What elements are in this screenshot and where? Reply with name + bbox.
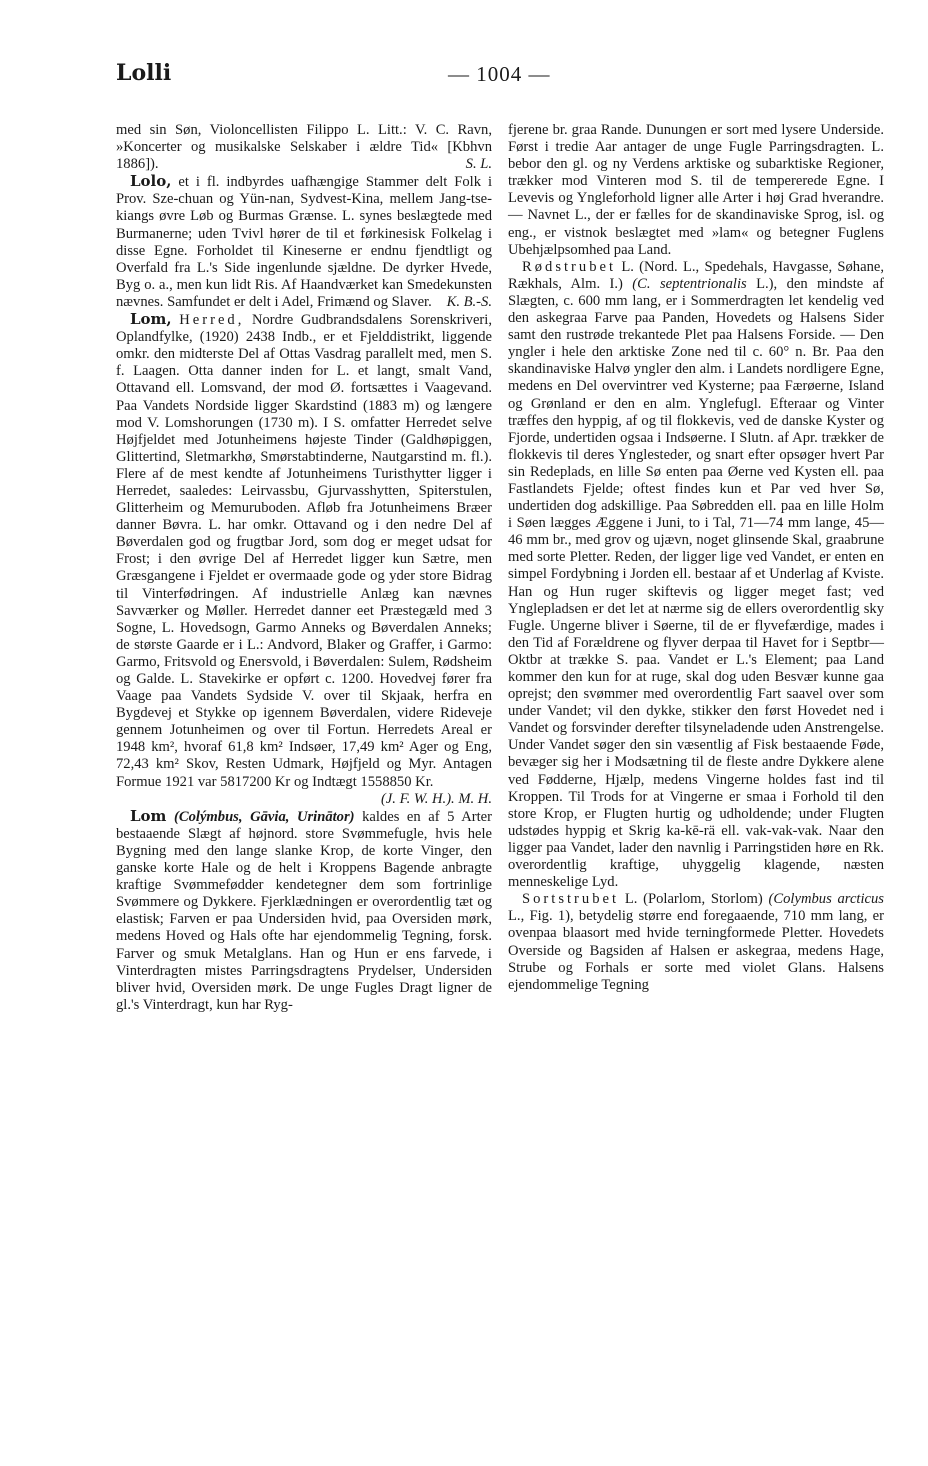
lemma-lolo: Lolo,	[130, 172, 172, 191]
entry-sortstrubet-lom	[508, 891, 884, 994]
entry-lom-herred	[116, 311, 492, 791]
entry-text: L. (Polarlom, Storlom)	[624, 891, 763, 908]
author-signature: K. B.-S.	[446, 293, 492, 310]
right-column	[508, 122, 884, 994]
entry-text: L., Fig. 1), betydelig større end foregaaende, 710 mm lang, er ovenpaa blaasort med hvide terningformede Pletter. Hovedets Overside og Bagsiden af Halsen er askegraa, medens Hage, Strube og Forhals er sorte med violet Glans. Halsens ejendommelige Tegning	[508, 908, 884, 993]
spaced-term: Herred,	[179, 312, 245, 329]
left-column	[116, 122, 492, 1014]
spaced-term: Rødstrubet	[522, 258, 617, 275]
spaced-term: Sortstrubet	[522, 891, 620, 908]
text-run: med sin Søn, Violoncellisten Filippo L. Litt.: V. C. Ravn, »Koncerter og musikalske Selskaber i ældre Tid« [Kbhvn 1886]).	[116, 122, 492, 173]
author-signature: S. L.	[465, 156, 492, 173]
author-signature-line: (J. F. W. H.). M. H.	[380, 790, 492, 807]
paragraph-continuation: fjerene br. graa Rande. Dunungen er sort med lysere Underside. Først i tredie Aar antager de unge Fugle Parringsdragten. L. bebor den gl. og ny Verdens arktiske og subarktiske Regioner, trækker mod Vinteren mod S. til de tempererede Egne. I Levevis og Yngleforhold ligner alle Arter i høj Grad hverandre. — Navnet L., der er fælles for de skandinaviske Sprog, isl. og eng., er vistnok beslægtet med »lam« og betegner Fuglens Ubehjælpsomhed paa Land.	[508, 122, 884, 258]
latin-name: (Colýmbus, Gāvia, Urinātor)	[174, 808, 355, 825]
entry-text: kaldes en af 5 Arter bestaaende Slægt af højnord. store Svømmefugle, hvis hele Bygning med den lange slanke Krop, de korte Vinger, den ganske korte Hale og de helt i Kroppens Bagende anbragte kraftige Svømmefødder kendetegner dem som fortrinlige Svømmere og Dykkere. Fjerklædningen er overordentlig tæt og elastisk; Farven er paa Undersiden hvid, paa Oversiden mørk, medens Hoved og Hals ofte har ejendommelig Tegning, forsk. Farver og smuk Metalglans. Han og Hun er ens farvede, i Vinterdragten mistes Parringsdragtens Prydelser, Undersiden bliver hvid, Oversiden mørk. De unge Fugles Dragt ligner de gl.'s Vinterdragt, kun har Ryg-	[116, 808, 492, 1013]
entry-lom-bird	[116, 808, 492, 1014]
lemma-lom: Lom	[130, 806, 167, 825]
page-number: — 1004 —	[448, 62, 551, 86]
entry-rodstrubet-lom	[508, 259, 884, 891]
latin-name: (C. septentrionalis	[632, 275, 747, 292]
entry-lolo	[116, 173, 492, 311]
entry-text: Nordre Gudbrandsdalens Sorenskriveri, Oplandfylke, (1920) 2438 Indb., er et Fjelddistrikt, liggende omkr. den midterste Del af Ottas Vasdrag parallelt med, men S. f. Laagen. Otta danner inden for L. et langt, smalt Vand, Ottavand ell. Lomsvand, der mod Ø. fortsættes i Vaagevand. Paa Vandets Nordside ligger Skardstind (1883 m) og længere mod V. Lomshorungen (1730 m). I S. omfatter Herredet selve Højfjeldet med Jotunheimens højeste Tinder (Galdhøpiggen, Glittertind, Sletmarkhø, Smørstabtinderne, Nautgarstind m. fl.). Flere af de mest kendte af Jotunheimens Turisthytter ligger i Herredet, saaledes: Leirvassbu, Gjurvasshytten, Spiterstulen, Glitterheim og Memuruboden. Afløb fra Jotunheimens Bræer danner Bøvra. L. har omkr. Ottavand og i den nedre Del af Bøverdalen god og frugtbar Jord, som dog er meget udsat for Frost; i den øvrige Del af Herredet ligger kun Sætre, men Græsgangene i Fjeldet er overmaade gode og yder store Bidrag til Vinterfødringen. Af industrielle Anlæg kan nævnes Savværker og Møller. Herredet danner eet Præstegæld med 3 Sogne, L. Hovedsogn, Garmo Anneks og Bøverdalen Anneks; de største Gaarde er i L.: Andvord, Blaker og Graffer, i Garmo: Garmo, Fritsvold og Enersvold, i Bøverdalen: Sulem, Rødsheim og Galde. L. Stavekirke er opført c. 1200. Hovedvej fører fra Vaage paa Vandets Sydside V. over til Skjaak, herfra en Bygdevej et Stykke op igennem Bøverdalen, videre Rideveje gennem Jotunheimen og over til Fortun. Herredets Areal er 1948 km², hvoraf 61,8 km² Indsøer, 17,49 km² Ager og Eng, 72,43 km² Skov, Resten Udmark, Højfjeld og Myr. Antagen Formue 1921 var 5817200 Kr og Indtægt 1558850 Kr.	[116, 312, 492, 790]
entry-text: L. (Nord. L., Spedehals, Havgasse, Søhane, Rækhals, Alm. I.)	[508, 258, 884, 292]
entry-text: L.), den mindste af Slægten, c. 600 mm lang, er i Sommerdragten let kendelig ved den askegraa Farve paa Panden, Hovedets og Halsens Sider samt den rustrøde trekantede Plet paa Halsens Forside. — Den yngler i hele den arktiske Zone ned til c. 60° n. Br. Paa den skandinaviske Halvø yngler den alm. i Landets nordligere Egne, medens en Del overvintrer ved Kysterne; paa Færøerne, Island og Grønland er den en alm. Ynglefugl. Efteraar og Vinter træffes den hyppig, af og til flokkevis, ved de danske Kyster og Fjorde, undertiden ogsaa i Indsøerne. I Slutn. af Apr. trækker de flokkevis til deres Ynglesteder, og snart efter opsøger hvert Par sin Redeplads, en lille Sø enten paa Øerne ved Kysten ell. paa Fastlandets Fjelde; oftest findes kun et Par ved hver Sø, undertiden dog adskillige. Paa Søbredden ell. paa en lille Holm i Søen lægges Æggene i Juni, to i Tal, 71—74 mm lange, 45—46 mm br., med grov og ujævn, noget glinsende Skal, graabrune med sorte Pletter. Reden, der ligger lige ved Vandet, er enten en simpel Fordybning i Jorden ell. bestaar af et Underlag af Kviste. Han og Hun ruger skiftevis og ligger meget fast; ved Ynglepladsen er det let at nærme sig de ellers overordentlig sky Fugle. Ungerne bliver i Søerne, til de er flyvefærdige, mades i den Tid af Forældrene og flyver derpaa til Havet for i Septbr—Oktbr at trække S. paa. Vandet er L.'s Element; paa Land kommer den kun for at ruge, skal dog uden Besvær kunne gaa oprejst; den svømmer med overordentlig Fart saavel over som under Vandet; vil den dykke, stikker den først Hovedet ned i Vandet og forsvinder derefter tilsyneladende uden Anstrengelse. Under Vandet søger den sin væsentlig af Fisk bestaaende Føde, bevæger sig her i Modsætning til de fleste andre Dykkere alene ved Fødderne, Hjælp, medens Vingerne holdes fast ind til Kroppen. Til Trods for at Vingerne er smaa i Forhold til den store Krop, er Flugten hurtig og udholdende; under Flugten udstødes hyppig et Skrig ka-kē-rä ell. vak-vak-vak. Naar den ligger paa Vandet, lader den navnlig i Parringstiden høre en Rk. overordentlig kraftige, uhyggelig klagende, næsten menneskelige Lyd.	[508, 275, 885, 891]
page-header	[0, 58, 928, 98]
paragraph-continuation	[116, 122, 492, 173]
lemma-lom: Lom,	[130, 310, 172, 329]
entry-text: et i fl. indbyrdes uafhængige Stammer delt Folk i Prov. Sze-chuan og Yün-nan, Sydvest-Kina, mellem Jang-tse-kiangs øvre Løb og Burmas Grænse. L. synes beslægtede med Burmanerne; uden Tvivl hører de til et førkinesisk Folkelag i disse Egne. Forholdet til Kineserne er endnu fjendtligt og Overfald fra L.'s Side ingenlunde sjældne. De dyrker Hvede, Byg o. a., men kun lidt Ris. Af Haandværket kan Smedekunsten nævnes. Samfundet er delt i Adel, Frimænd og Slaver.	[116, 174, 493, 310]
running-head-word: Lolli	[116, 60, 172, 86]
latin-name: (Colymbus arcticus	[768, 891, 884, 908]
